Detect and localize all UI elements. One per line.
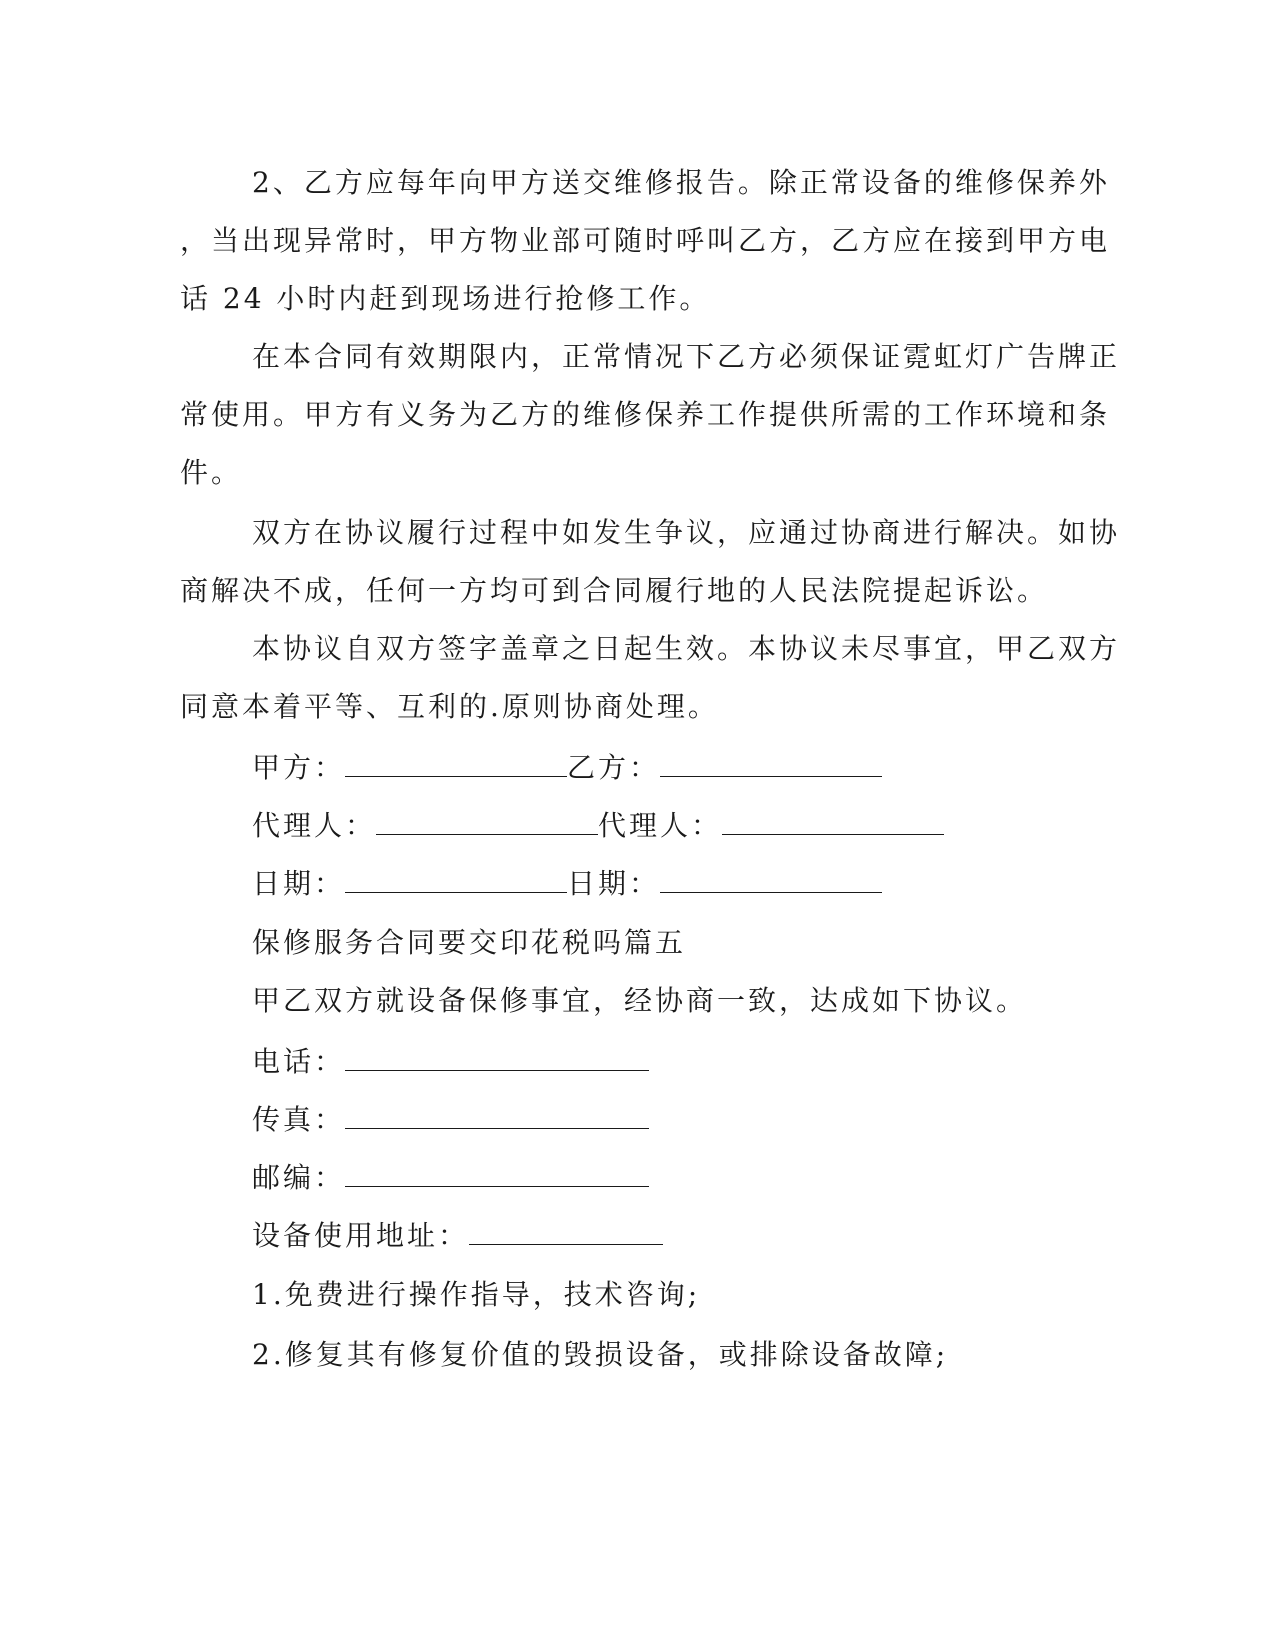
address-label: 设备使用地址： (252, 1219, 470, 1252)
agent-b-blank[interactable] (722, 808, 944, 835)
paragraph-1-line-3: 话 24 小时内赶到现场进行抢修工作。 (180, 282, 711, 315)
paragraph-2-line-2: 常使用。甲方有义务为乙方的维修保养工作提供所需的工作环境和条 (180, 398, 1111, 431)
list-item-1: 1.免费进行操作指导，技术咨询; (252, 1278, 701, 1311)
fax-row (252, 1102, 649, 1136)
postcode-label: 邮编： (252, 1161, 346, 1194)
paragraph-1-line-2: ，当出现异常时，甲方物业部可随时呼叫乙方，乙方应在接到甲方电 (180, 224, 1111, 257)
postcode-row (252, 1160, 649, 1194)
date-b-blank[interactable] (660, 866, 882, 893)
paragraph-3-line-1: 双方在协议履行过程中如发生争议，应通过协商进行解决。如协 (252, 516, 1121, 549)
paragraph-4-line-1: 本协议自双方签字盖章之日起生效。本协议未尽事宜，甲乙双方 (252, 632, 1121, 665)
phone-blank[interactable] (345, 1044, 649, 1071)
signature-agent-row (252, 808, 944, 842)
paragraph-4-line-2: 同意本着平等、互利的.原则协商处理。 (180, 690, 719, 723)
paragraph-2-line-3: 件。 (180, 456, 243, 489)
date-b-label: 日期： (567, 867, 661, 900)
paragraph-1-line-1: 2、乙方应每年向甲方送交维修报告。除正常设备的维修保养外 (252, 166, 1110, 199)
address-row (252, 1218, 663, 1252)
date-a-blank[interactable] (345, 866, 567, 893)
phone-label: 电话： (252, 1045, 346, 1078)
signature-date-row (252, 866, 882, 900)
postcode-blank[interactable] (345, 1160, 649, 1187)
phone-row (252, 1044, 649, 1078)
fax-label: 传真： (252, 1103, 346, 1136)
paragraph-3-line-2: 商解决不成，任何一方均可到合同履行地的人民法院提起诉讼。 (180, 574, 1049, 607)
party-a-blank[interactable] (345, 750, 567, 777)
section-title: 保修服务合同要交印花税吗篇五 (252, 926, 687, 959)
party-a-label: 甲方： (252, 751, 346, 784)
intro-text: 甲乙双方就设备保修事宜，经协商一致，达成如下协议。 (252, 984, 1028, 1017)
address-blank[interactable] (469, 1218, 663, 1245)
party-b-blank[interactable] (660, 750, 882, 777)
date-a-label: 日期： (252, 867, 346, 900)
fax-blank[interactable] (345, 1102, 649, 1129)
agent-b-label: 代理人： (598, 809, 723, 842)
list-item-2: 2.修复其有修复价值的毁损设备，或排除设备故障; (252, 1338, 949, 1371)
paragraph-2-line-1: 在本合同有效期限内，正常情况下乙方必须保证霓虹灯广告牌正 (252, 340, 1121, 373)
signature-party-row (252, 750, 882, 784)
party-b-label: 乙方： (567, 751, 661, 784)
agent-a-label: 代理人： (252, 809, 377, 842)
agent-a-blank[interactable] (376, 808, 598, 835)
